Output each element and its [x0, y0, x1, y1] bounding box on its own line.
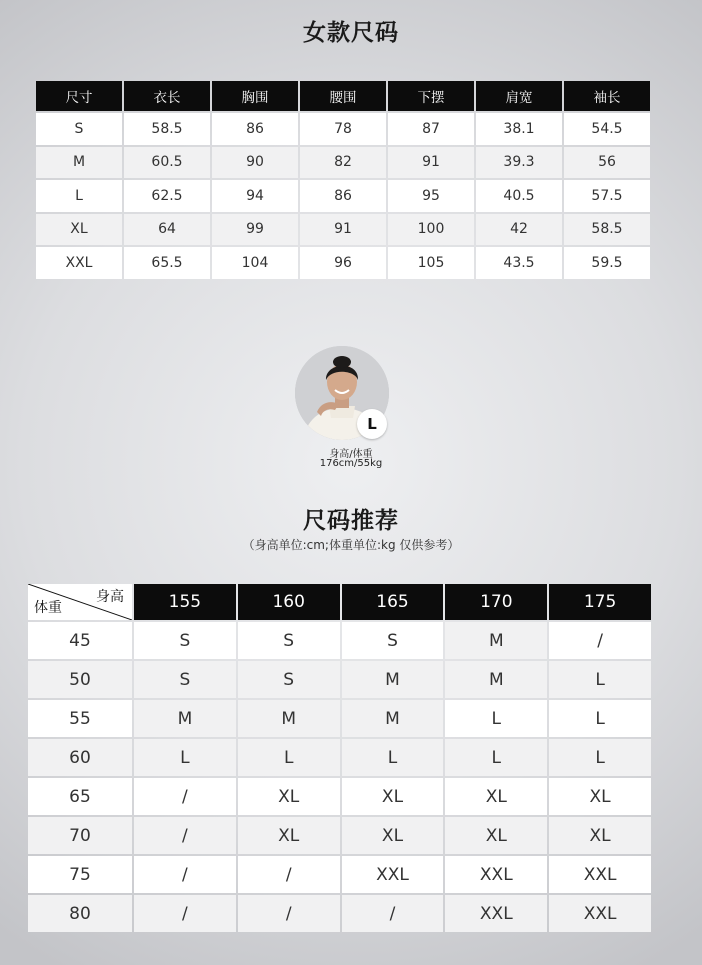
table-cell: 59.5	[564, 247, 650, 279]
header-cell: 腰围	[300, 81, 386, 111]
size-cell: XL	[445, 817, 547, 854]
corner-cell	[28, 584, 132, 620]
size-cell: L	[549, 739, 651, 776]
height-header-cell: 160	[238, 584, 340, 620]
weight-cell: 80	[28, 895, 132, 932]
size-cell: L	[238, 739, 340, 776]
size-cell: L	[549, 661, 651, 698]
size-cell: L	[134, 739, 236, 776]
size-cell: XXL	[342, 856, 444, 893]
table-row	[28, 700, 651, 737]
table-cell: 58.5	[564, 214, 650, 246]
table-cell: 91	[388, 147, 474, 179]
size-badge: L	[357, 409, 387, 439]
weight-cell: 60	[28, 739, 132, 776]
weight-cell: 70	[28, 817, 132, 854]
size-cell: XL	[342, 778, 444, 815]
size-cell: /	[342, 895, 444, 932]
table-cell: 57.5	[564, 180, 650, 212]
size-cell: L	[445, 700, 547, 737]
size-cell: /	[238, 895, 340, 932]
size-cell: M	[445, 622, 547, 659]
size-cell: L	[342, 739, 444, 776]
table-row	[28, 622, 651, 659]
table-cell: S	[36, 113, 122, 145]
table-row	[28, 739, 651, 776]
table-cell: 78	[300, 113, 386, 145]
table-row	[28, 856, 651, 893]
size-chart-table	[34, 79, 652, 281]
table-cell: 96	[300, 247, 386, 279]
size-cell: S	[238, 622, 340, 659]
size-cell: XXL	[549, 856, 651, 893]
model-info-label: 身高/体重	[329, 449, 373, 460]
corner-weight-label: 体重	[34, 600, 62, 616]
table-row	[28, 895, 651, 932]
table-cell: 65.5	[124, 247, 210, 279]
size-cell: S	[134, 622, 236, 659]
table-cell: 39.3	[476, 147, 562, 179]
table-cell: 64	[124, 214, 210, 246]
header-cell: 肩宽	[476, 81, 562, 111]
size-cell: /	[134, 856, 236, 893]
table-row	[36, 147, 650, 179]
table-cell: 38.1	[476, 113, 562, 145]
weight-cell: 55	[28, 700, 132, 737]
size-cell: M	[134, 700, 236, 737]
table-row	[36, 113, 650, 145]
weight-cell: 75	[28, 856, 132, 893]
size-cell: XXL	[445, 856, 547, 893]
table-cell: 86	[212, 113, 298, 145]
size-cell: XL	[549, 778, 651, 815]
header-cell: 下摆	[388, 81, 474, 111]
size-cell: /	[134, 817, 236, 854]
size-cell: L	[549, 700, 651, 737]
model-info-value: 176cm/55kg	[319, 458, 383, 469]
size-recommendation-table	[26, 582, 653, 934]
table-cell: XXL	[36, 247, 122, 279]
height-header-cell: 155	[134, 584, 236, 620]
size-cell: /	[549, 622, 651, 659]
height-header-cell: 170	[445, 584, 547, 620]
table-cell: 82	[300, 147, 386, 179]
table-cell: 60.5	[124, 147, 210, 179]
header-cell: 袖长	[564, 81, 650, 111]
size-cell: M	[445, 661, 547, 698]
size-cell: M	[342, 700, 444, 737]
table-cell: 95	[388, 180, 474, 212]
size-cell: S	[238, 661, 340, 698]
table-cell: 86	[300, 180, 386, 212]
table-cell: 62.5	[124, 180, 210, 212]
table-cell: 100	[388, 214, 474, 246]
height-header-cell: 175	[549, 584, 651, 620]
table-row	[28, 661, 651, 698]
size-cell: /	[134, 778, 236, 815]
header-cell: 衣长	[124, 81, 210, 111]
size-cell: S	[342, 622, 444, 659]
table-cell: XL	[36, 214, 122, 246]
table-row	[36, 214, 650, 246]
header-cell: 胸围	[212, 81, 298, 111]
size-cell: L	[445, 739, 547, 776]
size-cell: XL	[342, 817, 444, 854]
size-cell: /	[238, 856, 340, 893]
weight-cell: 65	[28, 778, 132, 815]
size-cell: S	[134, 661, 236, 698]
table-cell: L	[36, 180, 122, 212]
table-cell: 54.5	[564, 113, 650, 145]
size-cell: M	[342, 661, 444, 698]
size-cell: XL	[238, 778, 340, 815]
recommendation-header-row	[28, 584, 651, 620]
table-cell: 105	[388, 247, 474, 279]
height-header-cell: 165	[342, 584, 444, 620]
table-cell: 87	[388, 113, 474, 145]
header-cell: 尺寸	[36, 81, 122, 111]
recommendation-title: 尺码推荐	[303, 508, 399, 534]
recommendation-subtitle: （身高单位:cm;体重单位:kg 仅供参考）	[242, 538, 460, 552]
table-cell: 58.5	[124, 113, 210, 145]
table-row	[36, 180, 650, 212]
size-cell: XXL	[549, 895, 651, 932]
table-cell: 40.5	[476, 180, 562, 212]
size-chart-title: 女款尺码	[303, 20, 399, 46]
table-cell: 91	[300, 214, 386, 246]
weight-cell: 45	[28, 622, 132, 659]
table-row	[28, 817, 651, 854]
table-cell: M	[36, 147, 122, 179]
size-chart-header-row	[36, 81, 650, 111]
size-cell: XL	[445, 778, 547, 815]
size-cell: XL	[238, 817, 340, 854]
table-cell: 104	[212, 247, 298, 279]
table-cell: 99	[212, 214, 298, 246]
table-row	[36, 247, 650, 279]
weight-cell: 50	[28, 661, 132, 698]
size-cell: XL	[549, 817, 651, 854]
corner-height-label: 身高	[96, 589, 124, 605]
size-cell: /	[134, 895, 236, 932]
size-cell: M	[238, 700, 340, 737]
table-cell: 94	[212, 180, 298, 212]
table-cell: 43.5	[476, 247, 562, 279]
table-cell: 42	[476, 214, 562, 246]
model-avatar-group	[295, 346, 389, 440]
table-row	[28, 778, 651, 815]
table-cell: 56	[564, 147, 650, 179]
size-cell: XXL	[445, 895, 547, 932]
table-cell: 90	[212, 147, 298, 179]
